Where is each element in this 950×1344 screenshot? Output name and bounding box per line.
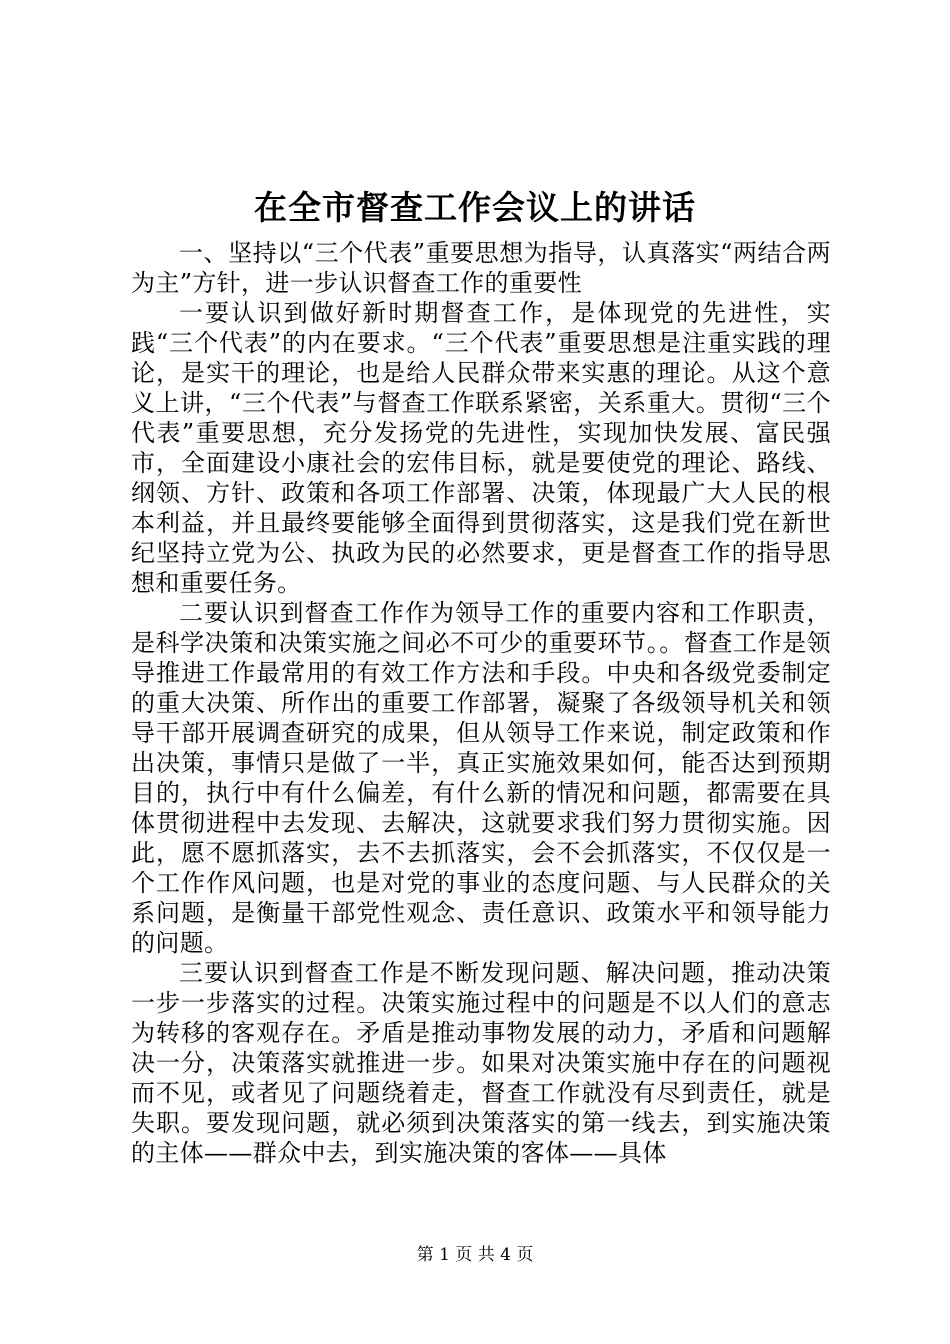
page-number-footer: 第 1 页 共 4 页 xyxy=(416,1245,534,1265)
paragraph-2: 二要认识到督查工作作为领导工作的重要内容和工作职责，是科学决策和决策实施之间必不可少的重要环节。。督查工作是领导推进工作最常用的有效工作方法和手段。中央和各级党委制定的重大决策、所作出的重要工作部署，凝聚了各级领导机关和领导干部开展调查研究的成果，但从领导工作来说，制定政策和作出决策，事情只是做了一半，真正实施效果如何，能否达到预期目的，执行中有什么偏差，有什么新的情况和问题，都需要在具体贯彻进程中去发现、去解决，这就要求我们努力贯彻实施。因此，愿不愿抓落实，去不去抓落实，会不会抓落实，不仅仅是一个工作作风问题，也是对党的事业的态度问题、与人民群众的关系问题，是衡量干部党性观念、责任意识、政策水平和领导能力的问题。 xyxy=(131,599,831,957)
paragraph-3: 三要认识到督查工作是不断发现问题、解决问题，推动决策一步一步落实的过程。决策实施过程中的问题是不以人们的意志为转移的客观存在。矛盾是推动事物发展的动力，矛盾和问题解决一分，决策落实就推进一步。如果对决策实施中存在的问题视而不见，或者见了问题绕着走，督查工作就没有尽到责任，就是失职。要发现问题，就必须到决策落实的第一线去，到实施决策的主体——群众中去，到实施决策的客体——具体 xyxy=(131,959,831,1167)
document-body xyxy=(131,238,831,1168)
document-title: 在全市督查工作会议上的讲话 xyxy=(254,188,696,227)
paragraph-heading-1: 一、坚持以“三个代表”重要思想为指导，认真落实“两结合两为主”方针，进一步认识督查工作的重要性 xyxy=(131,239,831,297)
paragraph-1: 一要认识到做好新时期督查工作，是体现党的先进性，实践“三个代表”的内在要求。“三个代表”重要思想是注重实践的理论，是实干的理论，也是给人民群众带来实惠的理论。从这个意义上讲，“三个代表”与督查工作联系紧密，关系重大。贯彻“三个代表”重要思想，充分发扬党的先进性，实现加快发展、富民强市，全面建设小康社会的宏伟目标，就是要使党的理论、路线、纲领、方针、政策和各项工作部署、决策，体现最广大人民的根本利益，并且最终要能够全面得到贯彻落实，这是我们党在新世纪坚持立党为公、执政为民的必然要求，更是督查工作的指导思想和重要任务。 xyxy=(131,299,831,597)
